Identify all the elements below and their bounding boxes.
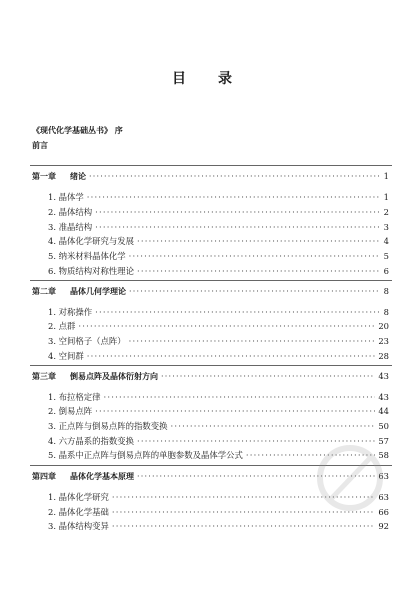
toc-section[interactable]: [48, 236, 389, 247]
chapter-divider: [30, 365, 392, 366]
page-number: 3: [383, 222, 389, 232]
page-number: 8: [383, 286, 389, 296]
toc-section[interactable]: [48, 336, 389, 347]
page-number: 4: [383, 236, 389, 246]
toc-section[interactable]: [48, 222, 389, 233]
title-char-1: 目: [172, 71, 188, 87]
section-label: 1. 晶体学: [48, 192, 84, 202]
dot-leader: [137, 266, 380, 277]
section-label: 4. 六方晶系的指数变换: [48, 436, 135, 446]
chapter-number: 第四章: [32, 472, 56, 481]
toc-section[interactable]: [48, 521, 389, 532]
section-label: 3. 准晶结构: [48, 222, 93, 232]
front-matter-preface[interactable]: 前言: [32, 141, 48, 150]
chapter-title: 晶体几何学理论: [70, 287, 126, 296]
dot-leader: [95, 406, 375, 417]
dot-leader: [161, 371, 375, 382]
title-char-2: 录: [218, 71, 234, 87]
toc-section[interactable]: [48, 321, 389, 332]
page-number: 63: [378, 492, 389, 502]
dot-leader: [95, 222, 380, 233]
section-label: 2. 晶体化学基础: [48, 507, 109, 517]
front-matter-series-preface[interactable]: 《现代化学基础丛书》 序: [32, 126, 123, 135]
chapter-divider: [30, 165, 392, 166]
chapter-title: 倒易点阵及晶体衍射方向: [70, 372, 158, 381]
section-label: 1. 对称操作: [48, 307, 93, 317]
section-label: 4. 空间群: [48, 351, 84, 361]
dot-leader: [78, 321, 375, 332]
page-number: 28: [378, 351, 389, 361]
toc-section[interactable]: [48, 406, 389, 417]
page-number: 66: [378, 507, 389, 517]
page-number: 2: [383, 207, 389, 217]
dot-leader: [137, 236, 380, 247]
section-label: 5. 纳米材料晶体化学: [48, 251, 126, 261]
section-label: 2. 倒易点阵: [48, 406, 93, 416]
page-number: 23: [378, 336, 389, 346]
toc-section[interactable]: [48, 207, 389, 218]
toc-section[interactable]: [48, 266, 389, 277]
toc-section[interactable]: [48, 307, 389, 318]
page-number: 92: [378, 521, 389, 531]
page-number: 43: [378, 392, 389, 402]
page-number: 1: [383, 171, 389, 181]
page-number: 63: [378, 471, 389, 481]
dot-leader: [87, 192, 380, 203]
page-title: [0, 68, 406, 88]
section-label: 3. 空间格子（点阵）: [48, 336, 126, 346]
chapter-title: 晶体化学基本原理: [70, 472, 134, 481]
dot-leader: [129, 251, 380, 262]
dot-leader: [112, 521, 375, 532]
toc-section[interactable]: [48, 192, 389, 203]
dot-leader: [95, 307, 380, 318]
toc-section[interactable]: [48, 392, 389, 403]
dot-leader: [87, 351, 376, 362]
toc-chapter-2[interactable]: [32, 286, 389, 297]
toc-section[interactable]: [48, 351, 389, 362]
chapter-title: 绪论: [70, 172, 86, 181]
section-label: 6. 物质结构对称性理论: [48, 266, 135, 276]
chapter-number: 第三章: [32, 372, 56, 381]
section-label: 3. 正点阵与倒易点阵的指数变换: [48, 421, 168, 431]
toc-chapter-1[interactable]: [32, 171, 389, 182]
toc-section[interactable]: [48, 421, 389, 432]
dot-leader: [129, 286, 380, 297]
section-label: 1. 晶体化学研究: [48, 492, 109, 502]
dot-leader: [104, 392, 376, 403]
page-number: 1: [383, 192, 389, 202]
watermark-graphic: [310, 438, 388, 520]
dot-leader: [95, 207, 380, 218]
toc-chapter-3[interactable]: [32, 371, 389, 382]
chapter-number: 第二章: [32, 287, 56, 296]
toc-section[interactable]: [48, 251, 389, 262]
page-number: 50: [378, 421, 389, 431]
page-number: 58: [378, 450, 389, 460]
page-number: 57: [378, 436, 389, 446]
section-label: 1. 布拉格定律: [48, 392, 101, 402]
page-number: 43: [378, 371, 389, 381]
section-label: 2. 点群: [48, 321, 76, 331]
chapter-divider: [30, 280, 392, 281]
dot-leader: [89, 171, 380, 182]
dot-leader: [129, 336, 376, 347]
page-number: 44: [378, 406, 389, 416]
chapter-number: 第一章: [32, 172, 56, 181]
section-label: 2. 晶体结构: [48, 207, 93, 217]
page-number: 20: [378, 321, 389, 331]
page-number: 5: [383, 251, 389, 261]
page-number: 8: [383, 307, 389, 317]
section-label: 4. 晶体化学研究与发展: [48, 236, 135, 246]
section-label: 5. 晶系中正点阵与倒易点阵的单胞参数及晶体学公式: [48, 450, 243, 460]
section-label: 3. 晶体结构变异: [48, 521, 109, 531]
dot-leader: [171, 421, 376, 432]
page-number: 6: [383, 266, 389, 276]
